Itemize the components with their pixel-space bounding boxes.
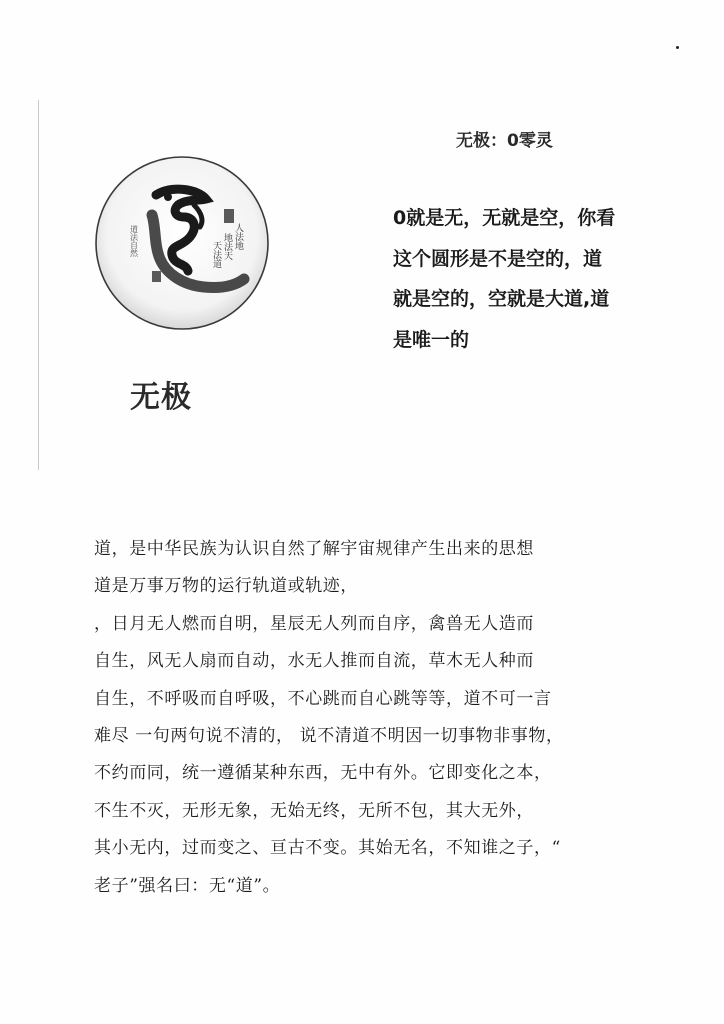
- body-line: 自生，不呼吸而自呼吸，不心跳而自心跳等等，道不可一言: [94, 688, 552, 709]
- scan-edge-line: [38, 100, 39, 470]
- section-title: 无极：0零灵: [456, 131, 553, 151]
- caption-title: 无极: [130, 380, 192, 415]
- body-line: 道是万事万物的运行轨道或轨迹，: [94, 576, 358, 597]
- body-line: 道，是中华民族为认识自然了解宇宙规律产生出来的思想: [94, 539, 534, 559]
- body-line: 自生，风无人扇而自动，水无人推而自流，草木无人种而: [94, 651, 534, 672]
- body-line: 老子”强名曰：无“道”。: [94, 875, 281, 896]
- intro-line: 是唯一的: [393, 328, 470, 351]
- logo-inscription-line: 人法地: [233, 223, 243, 250]
- intro-line: 这个圆形是不是空的，道: [393, 247, 603, 270]
- body-line: 不约而同，统一遵循某种东西，无中有外。它即变化之本，: [94, 763, 552, 784]
- logo-inscription-line: 天法道: [211, 241, 221, 268]
- body-line: 其小无内，过而变之、亘古不变。其始无名，不知谁之子，“: [94, 838, 561, 859]
- logo-inscription-line: 道法自然: [129, 225, 139, 257]
- body-line: 难尽 一句两句说不清的， 说不清道不明因一切事物非事物，: [94, 726, 564, 747]
- intro-paragraph: [393, 198, 678, 360]
- body-paragraph: [94, 531, 694, 905]
- logo-inscription-line: 地法天: [222, 233, 232, 260]
- scan-speck: [676, 46, 679, 49]
- dao-calligraphy-circle-icon: [94, 155, 270, 331]
- intro-line: 0就是无，无就是空，你看: [393, 207, 616, 229]
- body-line: 不生不灭，无形无象，无始无终，无所不包，其大无外，: [94, 800, 534, 821]
- body-line: ，日月无人燃而自明，星辰无人列而自序，禽兽无人造而: [94, 613, 534, 634]
- intro-line: 就是空的，空就是大道,道: [393, 288, 610, 310]
